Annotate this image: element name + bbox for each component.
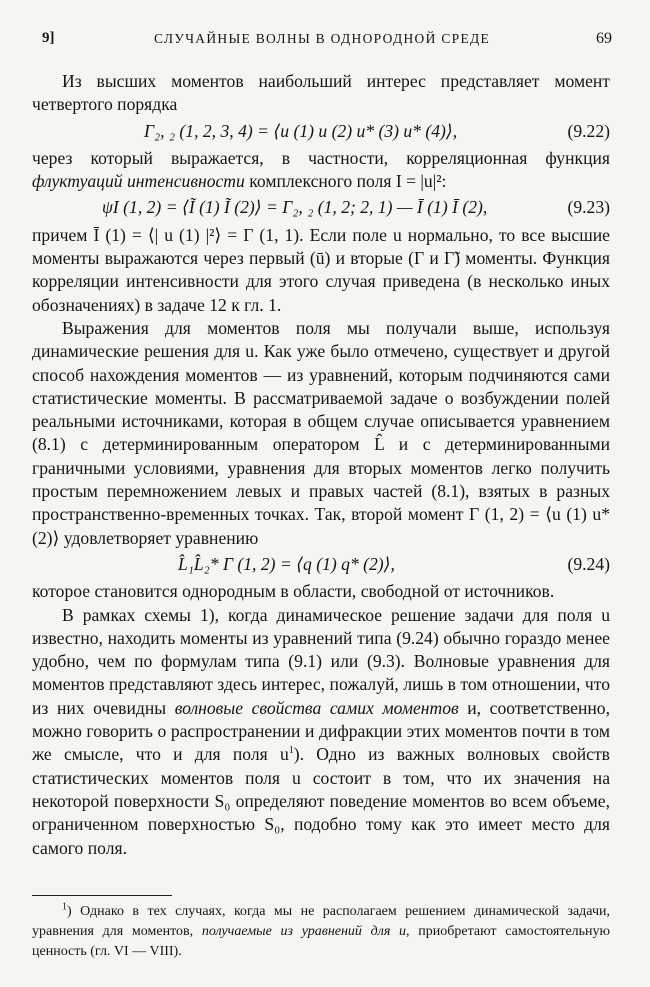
equation-body: L̂₁L̂₂* Γ (1, 2) = ⟨q (1) q* (2)⟩, [178, 553, 395, 574]
paragraph-5-text-a: В рамках схемы 1), когда динамическое решение задачи для поля u известно, находить моменты из уравнений типа (9.24) обычно гораздо менее удобно, чем по формулам типа (9.1) или (9.3). Волновые уравнения для моментов представляют здесь интерес, пожалуй, лишь в том отношении, что из них очевидны [32, 604, 610, 718]
equation-number: (9.24) [567, 553, 610, 574]
equation-number: (9.23) [567, 197, 610, 218]
running-header [32, 30, 612, 52]
equation-body: Γ₂, ₂ (1, 2, 3, 4) = ⟨u (1) u (2) u* (3) u* (4)⟩, [144, 120, 458, 141]
paragraph-5-text-b: и, соответственно, можно говорить о распространении и дифракции этих моментов почти в том же смысле, что и для поля u [32, 697, 610, 765]
footnote-divider [32, 895, 172, 896]
equation-9-23 [32, 196, 610, 219]
paragraph-5 [32, 604, 610, 860]
footnote-text-b: приобретают самостоятельную ценность (гл. VI — VIII). [32, 924, 610, 959]
equation-body: ψI (1, 2) = ⟨Ĩ (1) Ĩ (2)⟩ = Γ₂, ₂ (1, 2; 2, 1) — Ī (1) Ī (2), [102, 197, 488, 218]
paragraph-5-text-c: ). Одно из важных волновых свойств статистических моментов поля u состоит в том, что их значения на некоторой поверхности S₀ определяют поведение моментов во всем объеме, ограниченном поверхностью S₀, подобно тому как это имеет место для самого поля. [32, 744, 610, 858]
equation-9-24 [32, 553, 610, 576]
page-number: 69 [596, 30, 612, 47]
equation-number: (9.22) [567, 120, 610, 141]
footnote-reference: 1 [288, 745, 294, 757]
paragraph-4-continued: которое становится однородным в области, свободной от источников. [32, 581, 555, 602]
paragraph-2-emphasis: флуктуаций интенсивности [32, 171, 245, 192]
footnote-mark: 1 [62, 901, 67, 913]
running-title: СЛУЧАЙНЫЕ ВОЛНЫ В ОДНОРОДНОЙ СРЕДЕ [153, 31, 491, 46]
footnote [32, 902, 610, 962]
footnote-text-a: ) Однако в тех случаях, когда мы не располагаем решением динамической задачи, уравнения для моментов, [32, 904, 610, 939]
equation-9-22 [32, 120, 610, 143]
paragraph-2 [32, 147, 610, 194]
paragraph-5-emphasis: волновые свойства самих моментов [174, 697, 459, 718]
paragraph-3: причем Ī (1) = ⟨| u (1) |²⟩ = Γ (1, 1). Если поле u нормально, то все высшие моменты выражаются через первый (ū) и вторые (Γ и Γ̃) моменты. Функция корреляции интенсивности для этого случая приведена (в несколько иных обозначениях) в задаче 12 к гл. 1. [32, 224, 610, 315]
paragraph-1: Из высших моментов наибольший интерес представляет момент четвертого порядка [32, 71, 610, 115]
paragraph-2-text-b: комплексного поля I = |u|²: [244, 171, 447, 192]
paragraph-4: Выражения для моментов поля мы получали выше, используя динамические решения для u. Как уже было отмечено, существует и другой способ нахождения моментов — из уравнений, которым подчиняются сами статистические моменты. В рассматриваемой задаче о возбуждении полей реальными источниками, которая в общем случае описывается уравнением (8.1) с детерминированным оператором L̂ и с детерминированными граничными условиями, уравнения для вторых моментов легко получить простым перемножением левых и правых частей (8.1), взятых в разных пространственно-временных точках. Так, второй момент Γ (1, 2) = ⟨u (1) u* (2)⟩ удовлетворяет уравнению [32, 317, 610, 548]
main-text [32, 70, 610, 860]
section-number: 9] [42, 30, 55, 46]
footnote-emphasis: получаемые из уравнений для u, [201, 924, 410, 939]
paragraph-2-text-a: через который выражается, в частности, корреляционная функция [32, 147, 610, 168]
